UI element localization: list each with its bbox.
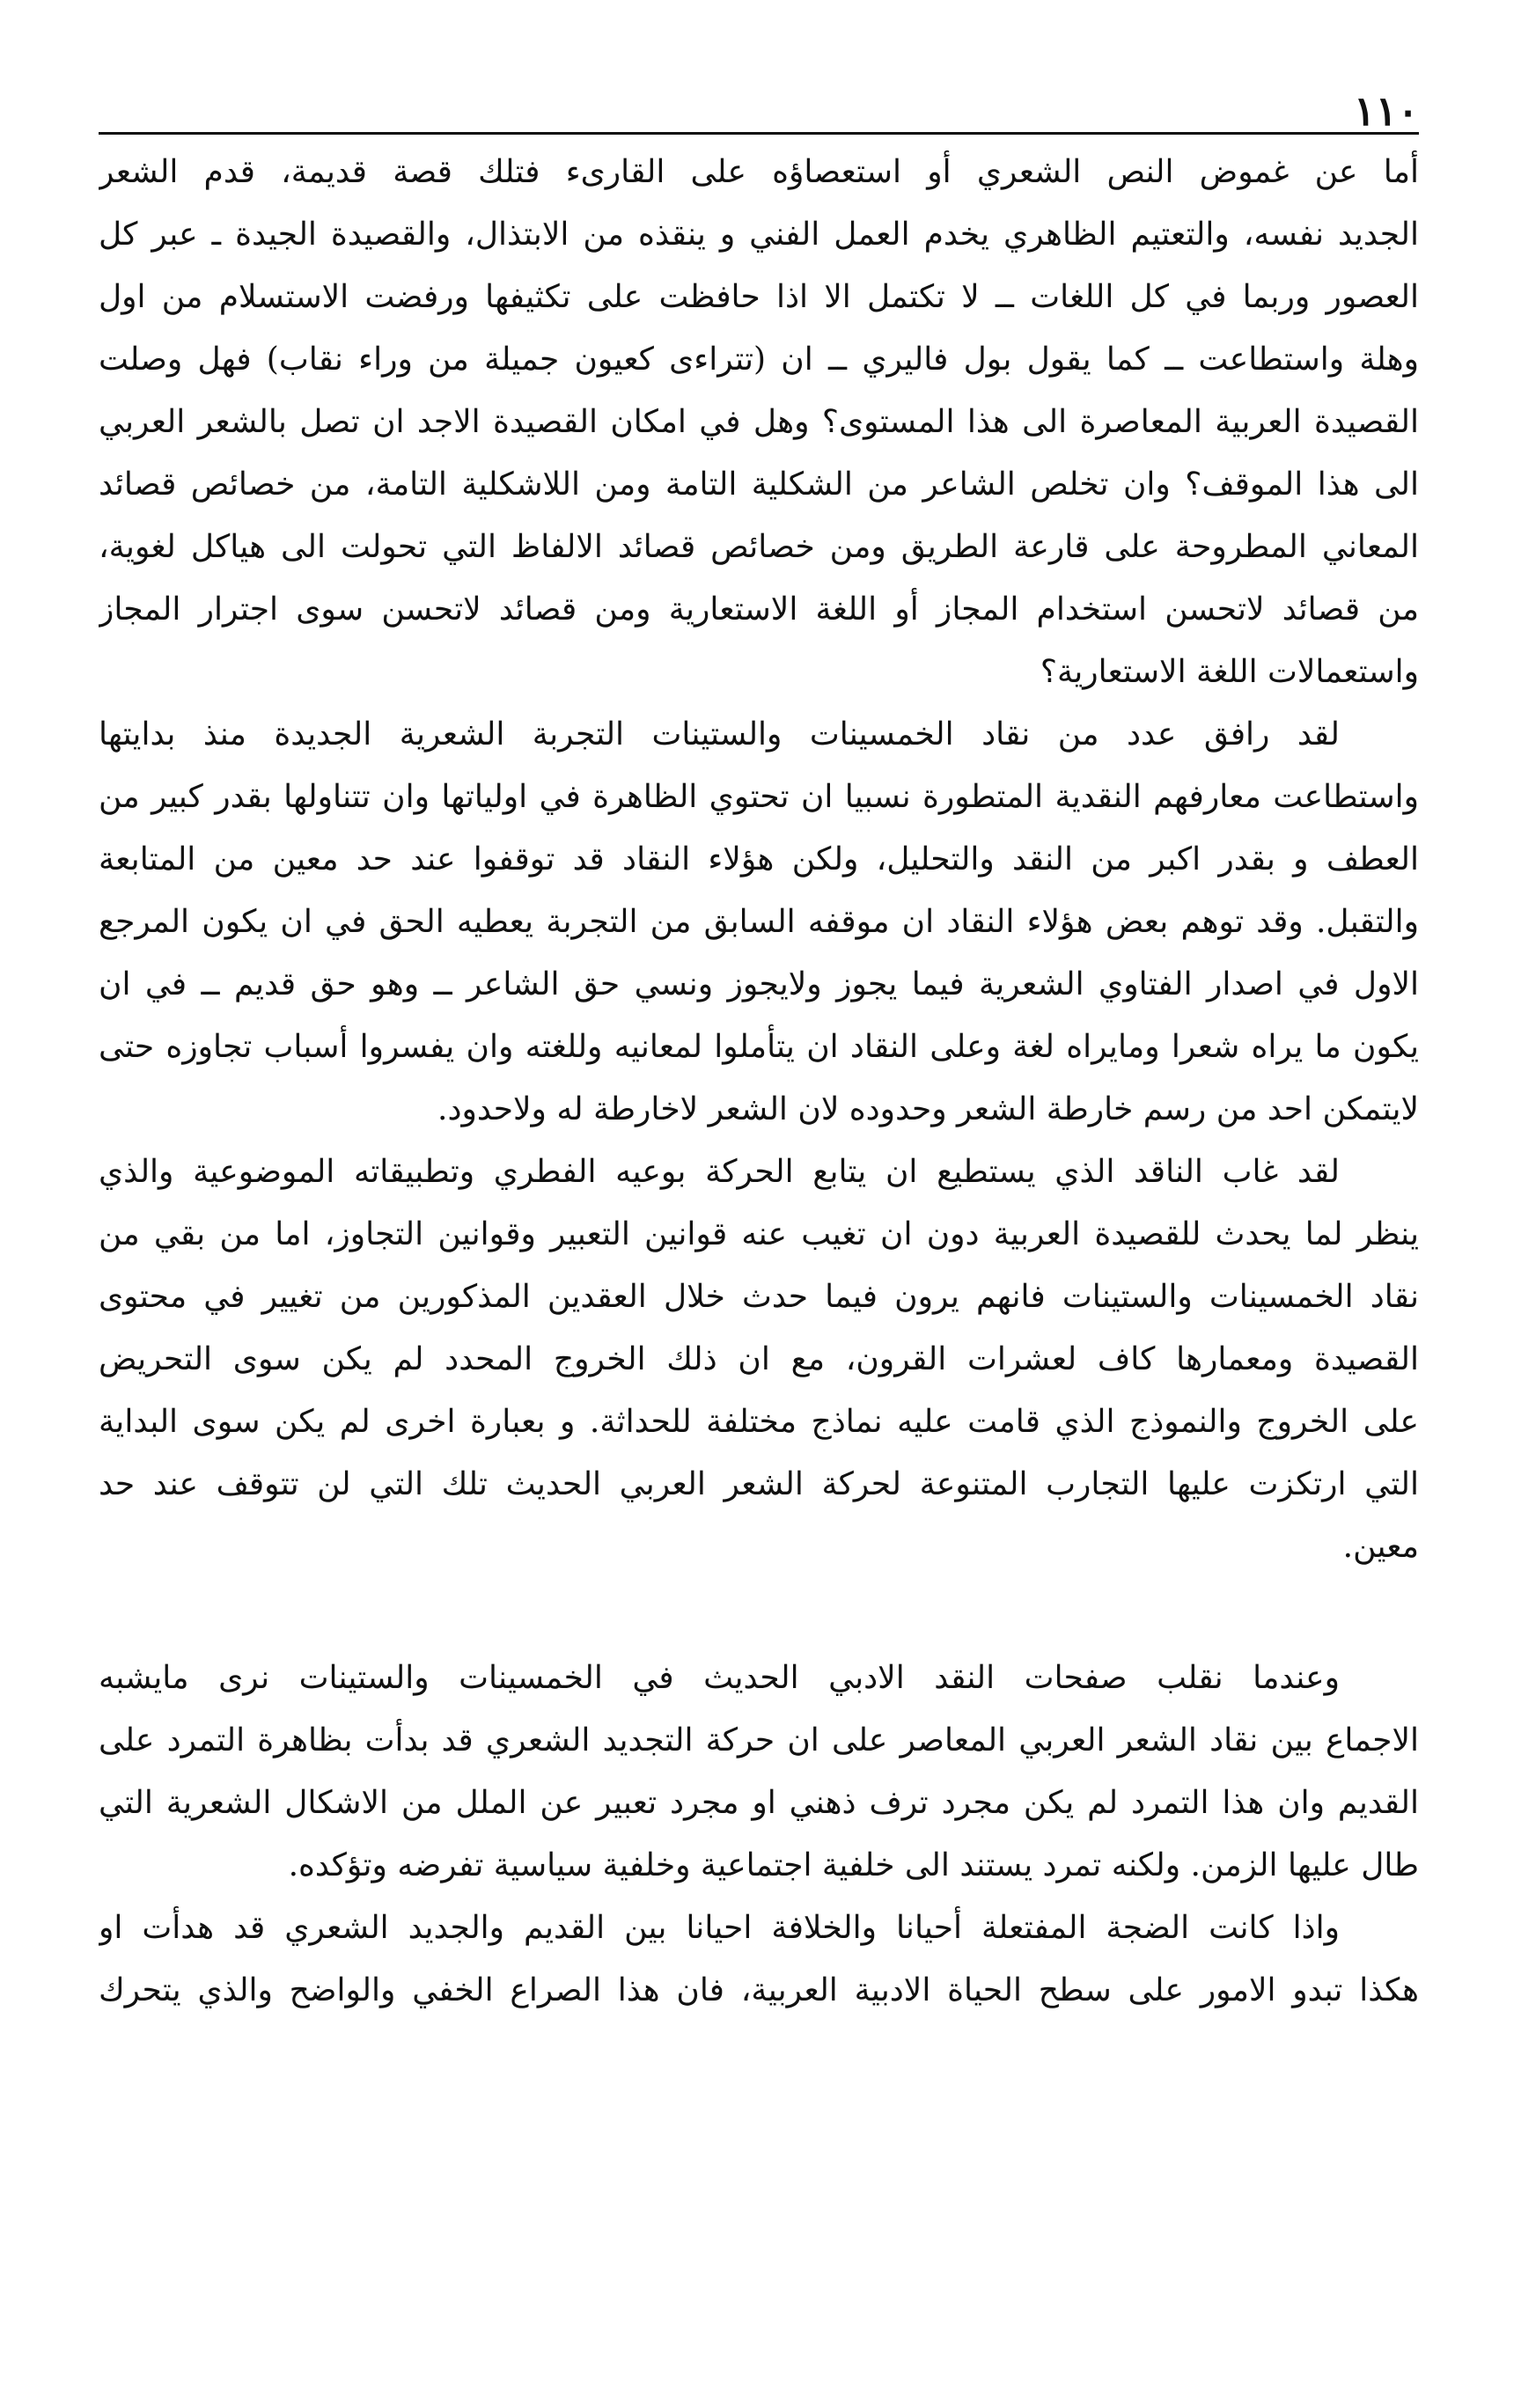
- body-text: [99, 141, 1419, 2022]
- text-line: العطف و بقدر اكبر من النقد والتحليل، ولكن هؤلاء النقاد قد توقفوا عند حد معين من المتابعة: [99, 841, 1419, 877]
- text-line: المعاني المطروحة على قارعة الطريق ومن خصائص قصائد الالفاظ التي تحولت الى هياكل لغوية،: [99, 529, 1419, 565]
- text-line: ينظر لما يحدث للقصيدة العربية دون ان تغيب عنه قوانين التعبير وقوانين التجاوز، اما من بقي من: [99, 1216, 1419, 1252]
- text-line: العصور وربما في كل اللغات ــ لا تكتمل الا اذا حافظت على تكثيفها ورفضت الاستسلام من اول: [99, 279, 1419, 315]
- text-line: والتقبل. وقد توهم بعض هؤلاء النقاد ان موقفه السابق من التجربة يعطيه الحق في ان يكون المرجع: [99, 904, 1419, 940]
- paragraph-2: [99, 703, 1419, 1141]
- page-header: [99, 84, 1419, 137]
- header-rule: [99, 132, 1419, 135]
- text-line: على الخروج والنموذج الذي قامت عليه نماذج مختلفة للحداثة. و بعبارة اخرى لم يكن سوى البداية: [99, 1404, 1419, 1440]
- text-line: من قصائد لاتحسن استخدام المجاز أو اللغة الاستعارية ومن قصائد لاتحسن سوى اجترار المجاز: [99, 591, 1419, 628]
- text-line: طال عليها الزمن. ولكنه تمرد يستند الى خلفية اجتماعية وخلفية سياسية تفرضه وتؤكده.: [288, 1847, 1419, 1883]
- text-line: القديم وان هذا التمرد لم يكن مجرد ترف ذهني او مجرد تعبير عن الملل من الاشكال الشعرية التي: [99, 1785, 1419, 1821]
- text-line: القصيدة العربية المعاصرة الى هذا المستوى؟ وهل في امكان القصيدة الاجد ان تصل بالشعر العربي: [99, 404, 1419, 440]
- text-line: واذا كانت الضجة المفتعلة أحيانا والخلافة احيانا بين القديم والجديد الشعري قد هدأت او: [99, 1910, 1341, 1946]
- text-line: واستعمالات اللغة الاستعارية؟: [1040, 654, 1419, 690]
- text-line: الجديد نفسه، والتعتيم الظاهري يخدم العمل الفني و ينقذه من الابتذال، والقصيدة الجيدة ـ عبر كل: [99, 217, 1419, 253]
- text-line: أما عن غموض النص الشعري أو استعصاؤه على القارىء فتلك قصة قديمة، قدم الشعر: [99, 154, 1419, 190]
- paragraph-4: [99, 1647, 1419, 1897]
- text-line: التي ارتكزت عليها التجارب المتنوعة لحركة الشعر العربي الحديث تلك التي لن تتوقف عند حد: [99, 1466, 1419, 1502]
- text-line: لقد رافق عدد من نقاد الخمسينات والستينات التجربة الشعرية الجديدة منذ بدايتها: [99, 716, 1340, 752]
- text-line: الى هذا الموقف؟ وان تخلص الشاعر من الشكلية التامة ومن اللاشكلية التامة، من خصائص قصائد: [99, 466, 1419, 503]
- text-line: هكذا تبدو الامور على سطح الحياة الادبية العربية، فان هذا الصراع الخفي والواضح والذي يتحرك: [99, 1972, 1419, 2008]
- text-line: واستطاعت معارفهم النقدية المتطورة نسبيا ان تحتوي الظاهرة في اولياتها وان تتناولها بقدر كبير من: [99, 779, 1419, 815]
- paragraph-3: [99, 1141, 1419, 1578]
- section-gap: [99, 1578, 1419, 1647]
- text-line: وعندما نقلب صفحات النقد الادبي الحديث في الخمسينات والستينات نرى مايشبه: [99, 1660, 1340, 1696]
- paragraph-5: [99, 1897, 1419, 2022]
- paragraph-1: [99, 141, 1419, 703]
- text-line: القصيدة ومعمارها كاف لعشرات القرون، مع ان ذلك الخروج المحدد لم يكن سوى التحريض: [99, 1341, 1419, 1377]
- text-line: يكون ما يراه شعرا ومايراه لغة وعلى النقاد ان يتأملوا لمعانيه وللغته وان يفسروا أسباب تجاوزه حتى: [99, 1029, 1419, 1065]
- text-line: وهلة واستطاعت ــ كما يقول بول فاليري ــ ان (تتراءى كعيون جميلة من وراء نقاب) فهل وصلت: [99, 341, 1419, 378]
- text-line: معين.: [1342, 1529, 1419, 1565]
- text-line: نقاد الخمسينات والستينات فانهم يرون فيما حدث خلال العقدين المذكورين من تغيير في محتوى: [99, 1279, 1419, 1315]
- text-line: لايتمكن احد من رسم خارطة الشعر وحدوده لان الشعر لاخارطة له ولاحدود.: [437, 1091, 1419, 1127]
- text-line: الاجماع بين نقاد الشعر العربي المعاصر على ان حركة التجديد الشعري قد بدأت بظاهرة التمرد على: [99, 1722, 1419, 1758]
- page-number: ١١٠: [1353, 87, 1419, 135]
- text-line: الاول في اصدار الفتاوي الشعرية فيما يجوز ولايجوز ونسي حق الشاعر ــ وهو حق قديم ــ في ان: [99, 966, 1419, 1002]
- text-line: لقد غاب الناقد الذي يستطيع ان يتابع الحركة بوعيه الفطري وتطبيقاته الموضوعية والذي: [99, 1154, 1340, 1190]
